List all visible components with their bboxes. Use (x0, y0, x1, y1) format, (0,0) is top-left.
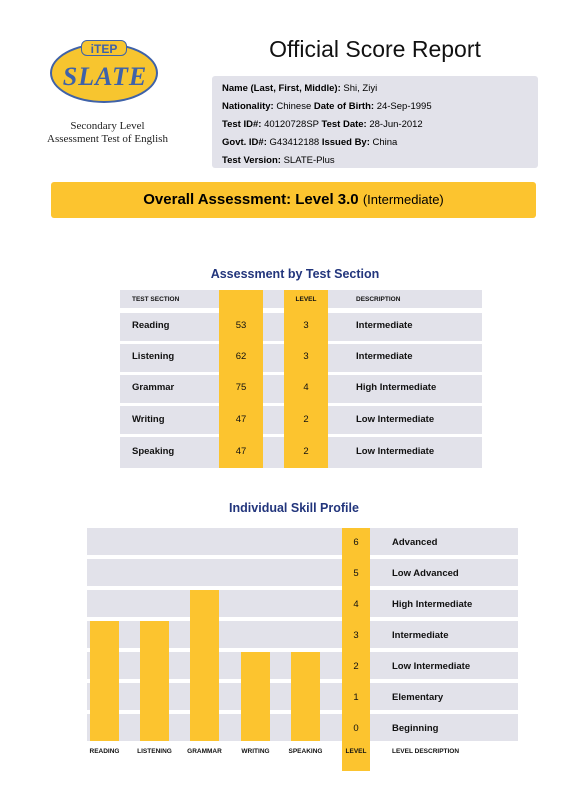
chart-bar (291, 652, 320, 741)
section-name: Reading (132, 320, 170, 331)
info-row-nationality (222, 98, 528, 116)
info-row-test (222, 116, 528, 134)
level-number: 2 (353, 661, 359, 672)
x-axis-label: GRAMMAR (187, 748, 222, 755)
level-description: Low Intermediate (392, 661, 471, 672)
logo-subtitle-line1: Secondary Level (70, 120, 145, 132)
section-name: Listening (132, 351, 175, 362)
dob-label: Date of Birth: (313, 101, 375, 112)
issued-by-label: Issued By: (321, 137, 370, 148)
nationality-value: Chinese (276, 101, 312, 112)
level-description: Intermediate (392, 630, 449, 641)
info-row-version (222, 152, 528, 170)
header-level: LEVEL (295, 296, 317, 303)
level-description: High Intermediate (392, 599, 473, 610)
level-description: Beginning (392, 723, 439, 734)
level-number: 1 (353, 692, 359, 703)
overall-assessment-banner (51, 182, 536, 218)
issued-by-value: China (372, 137, 398, 148)
section-level: 3 (303, 351, 309, 362)
section-level: 4 (303, 382, 309, 393)
x-axis-label: LISTENING (137, 748, 172, 755)
x-axis-label: WRITING (241, 748, 270, 755)
overall-assessment-level: Overall Assessment: Level 3.0 (143, 191, 359, 208)
chart-bar (90, 621, 119, 741)
overall-assessment-description: (Intermediate) (362, 192, 444, 207)
x-axis-label: READING (89, 748, 120, 755)
section-level: 2 (303, 414, 309, 425)
header-test-section: TEST SECTION (132, 296, 180, 303)
name-label: Name (Last, First, Middle): (222, 83, 341, 94)
level-description-axis-label: LEVEL DESCRIPTION (392, 748, 460, 755)
logo-slate-text: SLATE (62, 62, 148, 91)
level-description: Advanced (392, 537, 438, 548)
level-column-highlight (342, 528, 370, 771)
govt-id-label: Govt. ID#: (222, 137, 267, 148)
test-id-label: Test ID#: (222, 119, 262, 130)
header-description: DESCRIPTION (356, 296, 401, 303)
dob-value: 24-Sep-1995 (376, 101, 432, 112)
page-title: Official Score Report (269, 36, 481, 62)
info-row-name (222, 80, 528, 98)
level-description: Low Advanced (392, 568, 459, 579)
logo-subtitle-line2: Assessment Test of English (47, 133, 168, 145)
section-score: 62 (235, 351, 247, 362)
govt-id-value: G43412188 (269, 137, 320, 148)
section-name: Writing (132, 414, 165, 425)
test-date-value: 28-Jun-2012 (369, 119, 423, 130)
slate-logo (40, 40, 180, 150)
section-description: High Intermediate (356, 382, 437, 393)
chart-grid-band (87, 528, 518, 555)
section-level: 2 (303, 446, 309, 457)
level-axis-label: LEVEL (345, 748, 367, 755)
test-version-label: Test Version: (222, 155, 281, 166)
chart-bar (140, 621, 169, 741)
section-description: Intermediate (356, 320, 413, 331)
x-axis-label: SPEAKING (288, 748, 323, 755)
test-date-label: Test Date: (321, 119, 367, 130)
name-value: Shi, Ziyi (343, 83, 378, 94)
nationality-label: Nationality: (222, 101, 274, 112)
logo-itep-text: iTEP (81, 40, 127, 56)
section-description: Low Intermediate (356, 446, 435, 457)
section-score: 47 (235, 414, 247, 425)
level-column-highlight (284, 290, 328, 468)
test-id-value: 40120728SP (264, 119, 319, 130)
info-row-govt (222, 134, 528, 152)
chart-bar (241, 652, 270, 741)
skill-profile-title: Individual Skill Profile (229, 501, 359, 515)
section-name: Grammar (132, 382, 175, 393)
level-description: Elementary (392, 692, 444, 703)
section-score: 53 (235, 320, 247, 331)
level-number: 6 (353, 537, 359, 548)
level-number: 0 (353, 723, 359, 734)
section-score: 75 (235, 382, 247, 393)
candidate-info-panel (212, 76, 538, 168)
level-number: 3 (353, 630, 359, 641)
section-description: Intermediate (356, 351, 413, 362)
chart-bar (190, 590, 219, 741)
section-level: 3 (303, 320, 309, 331)
level-number: 5 (353, 568, 359, 579)
test-version-value: SLATE-Plus (283, 155, 335, 166)
section-score: 47 (235, 446, 247, 457)
section-table-title: Assessment by Test Section (210, 267, 380, 281)
section-name: Speaking (132, 446, 175, 457)
score-column-highlight (219, 290, 263, 468)
section-description: Low Intermediate (356, 414, 435, 425)
level-number: 4 (353, 599, 359, 610)
